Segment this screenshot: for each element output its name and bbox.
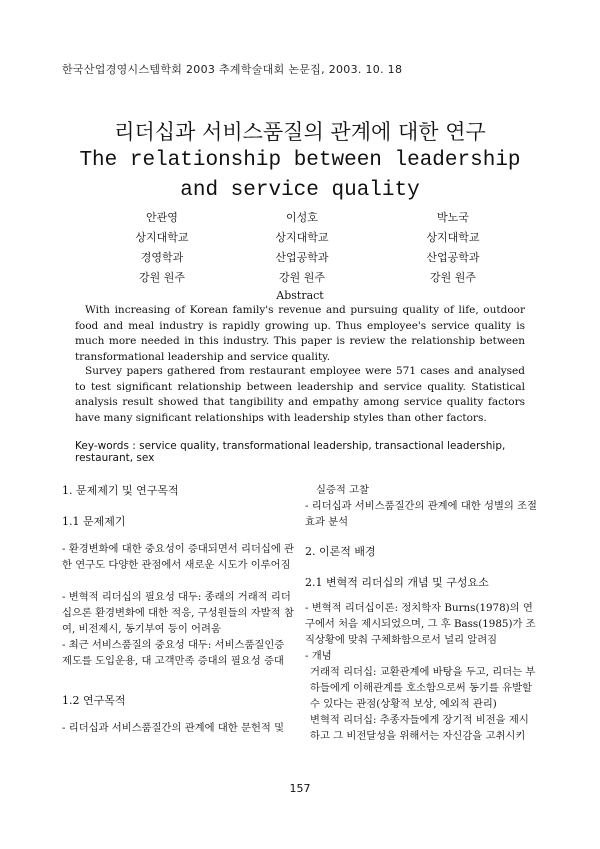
author-block xyxy=(383,208,523,288)
section-2-title: 2. 이론적 배경 xyxy=(305,545,376,558)
author-location: 강원 원주 xyxy=(429,271,476,284)
author-block xyxy=(92,208,232,288)
abstract-paragraph-1 xyxy=(75,303,525,365)
abstract-text: Survey papers gathered from restaurant employee were 571 cases and analysed to test significant relationship between leadership and service quality. Statistical analysis result showed that tangibility and empathy among service quality factors have many significant relationships with leadership styles than other factors. xyxy=(75,365,525,424)
page-number: 157 xyxy=(289,782,311,795)
author-department: 산업공학과 xyxy=(426,251,480,264)
keywords: Key-words : service quality, transformational leadership, transactional leadership, restaurant, sex xyxy=(75,440,506,464)
list-item: - 최근 서비스품질의 중요성 대두: 서비스품질인증제도를 도입운용, 대 고객만족 증대의 필요성 증대 xyxy=(62,639,285,668)
author-department: 산업공학과 xyxy=(275,251,329,264)
abstract-paragraph-2 xyxy=(75,364,525,426)
author-university: 상지대학교 xyxy=(426,231,480,244)
author-university: 상지대학교 xyxy=(135,231,189,244)
author-university: 상지대학교 xyxy=(275,231,329,244)
author-block xyxy=(232,208,372,288)
abstract-text: With increasing of Korean family's revenue and pursuing quality of life, outdoor food and meal industry is rapidly growing up. Thus employee's service quality is much more needed in this industry. This paper is review the relationship between transformational leadership and service quality. xyxy=(75,304,525,363)
author-location: 강원 원주 xyxy=(278,271,325,284)
author-name: 안관영 xyxy=(146,211,178,224)
author-name: 이성호 xyxy=(286,211,318,224)
author-department: 경영학과 xyxy=(140,251,184,264)
list-item: - 리더십과 서비스품질간의 관계에 대한 문헌적 및 xyxy=(62,722,285,734)
conference-header: 한국산업경영시스템학회 2003 추계학술대회 논문집, 2003. 10. 18 xyxy=(62,63,403,76)
list-item: - 변혁적 리더십의 필요성 대두: 종래의 거래적 리더십으론 환경변화에 대한 적응, 구성원들의 자발적 참여, 비전제시, 동기부여 등이 어려움 xyxy=(62,591,294,636)
title-english-line2: and service quality xyxy=(180,179,420,202)
list-item: - 환경변화에 대한 중요성이 증대되면서 리더십에 관한 연구도 다양한 관점에서 새로운 시도가 이루어짐 xyxy=(62,543,294,572)
list-item: - 개념 xyxy=(305,650,332,662)
title-korean: 리더십과 서비스품질의 관계에 대한 연구 xyxy=(114,120,486,144)
subsection-1-1-title: 1.1 문제제기 xyxy=(62,515,126,528)
author-location: 강원 원주 xyxy=(138,271,185,284)
list-item: - 리더십과 서비스품질간의 관계에 대한 성별의 조절효과 분석 xyxy=(305,500,537,529)
subsection-1-2-title: 1.2 연구목적 xyxy=(62,694,126,707)
continuation-text: 실증적 고찰 xyxy=(316,484,370,496)
abstract-heading: Abstract xyxy=(276,289,324,302)
concept-transformational: 변혁적 리더십: 추종자들에게 장기적 비전을 제시하고 그 비전달성을 위해서는 자신감을 고취시키 xyxy=(310,714,529,743)
title-english-line1: The relationship between leadership xyxy=(79,149,521,172)
list-item: - 변혁적 리더십이론: 정치학자 Burns(1978)의 연구에서 처음 제시되었으며, 그 후 Bass(1985)가 조직상황에 맞춰 구체화함으로서 널리 알려짐 xyxy=(305,602,536,647)
author-name: 박노국 xyxy=(437,211,469,224)
section-1-title: 1. 문제제기 및 연구목적 xyxy=(62,484,179,497)
subsection-2-1-title: 2.1 변혁적 리더십의 개념 및 구성요소 xyxy=(305,576,489,589)
concept-transactional: 거래적 리더십: 교환관계에 바탕을 두고, 리더는 부하들에게 이해관계를 호소함으로써 동기를 유발할 수 있다는 관점(상황적 보상, 예외적 관리) xyxy=(310,666,536,711)
